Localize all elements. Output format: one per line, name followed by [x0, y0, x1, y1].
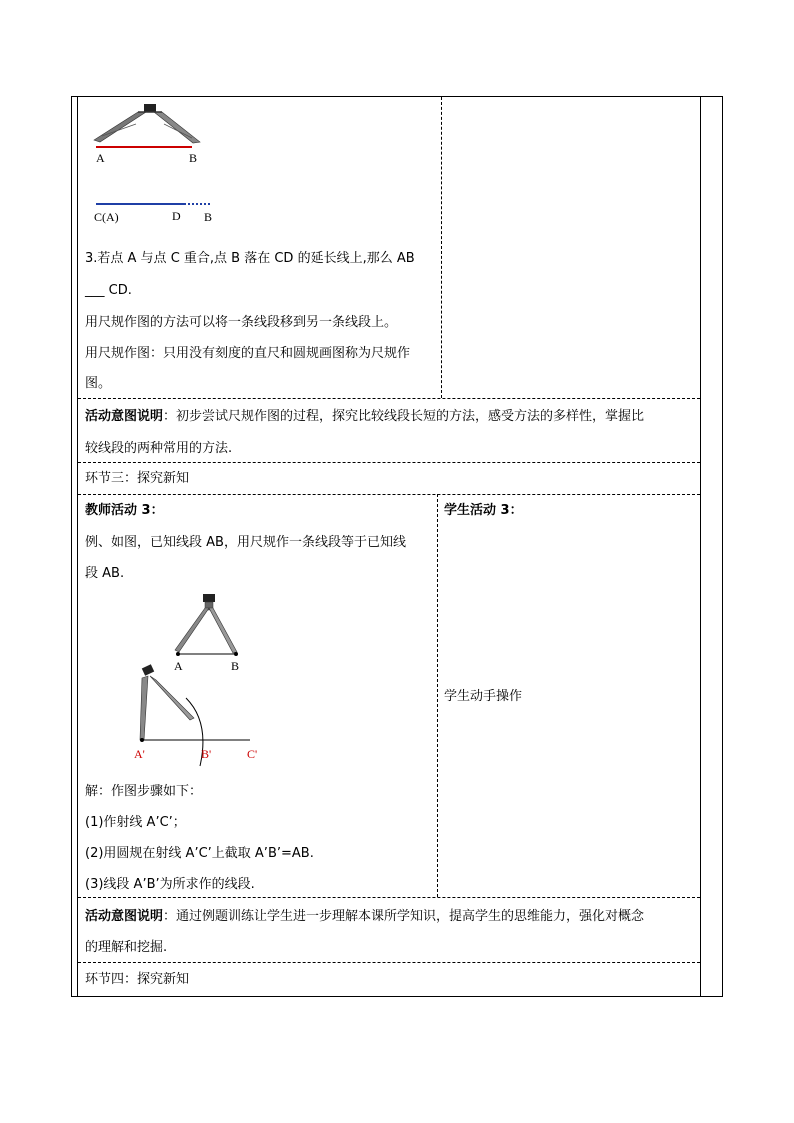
compass-right-leg — [150, 676, 194, 720]
intent3-line2: 的理解和挖掘. — [85, 940, 168, 955]
compass-left-leg — [94, 112, 146, 142]
table-left-border — [71, 96, 72, 996]
segment-cd-blue — [96, 202, 216, 206]
fig2-label-b: B — [231, 659, 240, 673]
student3-action: 学生动手操作 — [444, 689, 523, 704]
compass-right-leg — [154, 112, 200, 143]
fig2-label-b-prime: B' — [201, 747, 212, 761]
solution-step3: (3)线段 A’B’为所求作的线段. — [85, 877, 255, 892]
table-inner-right-border — [700, 96, 701, 996]
content-left-border — [77, 96, 78, 996]
row-divider-4 — [78, 897, 700, 898]
row-divider-5 — [78, 962, 700, 963]
fig1-label-b: B — [189, 151, 198, 165]
item3-line1: 3.若点 A 与点 C 重合,点 B 落在 CD 的延长线上,那么 AB — [85, 251, 415, 266]
row-divider-1 — [78, 398, 700, 399]
fig2-label-a: A — [174, 659, 183, 673]
intent3-label: 活动意图说明 — [85, 909, 164, 924]
row-divider-3 — [78, 494, 700, 495]
fig1-label-a: A — [96, 151, 105, 165]
item3-line2: ___ CD. — [85, 283, 132, 298]
fig1-label-d: D — [172, 209, 181, 223]
intent3-line1 — [85, 909, 644, 925]
table-outer-right-border — [722, 96, 723, 996]
compass-figure-2 — [170, 592, 250, 662]
teacher3-label: 教师活动 3： — [85, 503, 164, 518]
row-divider-2 — [78, 462, 700, 463]
compass-right-leg — [209, 608, 237, 653]
intent2-label: 活动意图说明 — [85, 409, 164, 424]
compass-left-leg — [140, 676, 148, 740]
definition-line2: 图。 — [85, 376, 112, 391]
fig1-label-b2: B — [204, 210, 213, 224]
student3-label: 学生活动 3： — [444, 503, 523, 518]
fig1-label-c: C(A) — [94, 210, 119, 224]
example-line1: 例、如图，已知线段 AB，用尺规作一条线段等于已知线 — [85, 535, 406, 550]
compass-left-leg — [175, 608, 209, 652]
intent2-text: ：初步尝试尺规作图的过程，探究比较线段长短的方法，感受方法的多样性，掌握比 — [163, 409, 645, 424]
example-line2: 段 AB. — [85, 566, 125, 581]
segment-ab-red — [96, 145, 196, 149]
intent2-line2: 较线段的两种常用的方法. — [85, 441, 233, 456]
stage4-title: 环节四：探究新知 — [85, 972, 190, 987]
intent2-line1 — [85, 409, 644, 425]
column-divider-2 — [437, 494, 438, 897]
fig2-label-a-prime: A' — [134, 747, 145, 761]
stage3-title: 环节三：探究新知 — [85, 471, 190, 486]
table-top-border — [71, 96, 723, 97]
compass-head — [144, 104, 156, 112]
compass-head — [203, 594, 215, 602]
definition-line1: 用尺规作图：只用没有刻度的直尺和圆规画图称为尺规作 — [85, 346, 411, 361]
column-divider-1 — [441, 97, 442, 398]
compass-head — [142, 664, 154, 675]
solution-step1: (1)作射线 A’C’； — [85, 815, 186, 830]
solution-title: 解：作图步骤如下： — [85, 784, 203, 799]
transfer-text: 用尺规作图的方法可以将一条线段移到另一条线段上。 — [85, 315, 398, 330]
fig2-label-c-prime: C' — [247, 747, 258, 761]
intent3-text: ：通过例题训练让学生进一步理解本课所学知识，提高学生的思维能力，强化对概念 — [163, 909, 645, 924]
solution-step2: (2)用圆规在射线 A’C’上截取 A’B’=AB. — [85, 846, 314, 861]
table-bottom-border — [71, 996, 723, 997]
